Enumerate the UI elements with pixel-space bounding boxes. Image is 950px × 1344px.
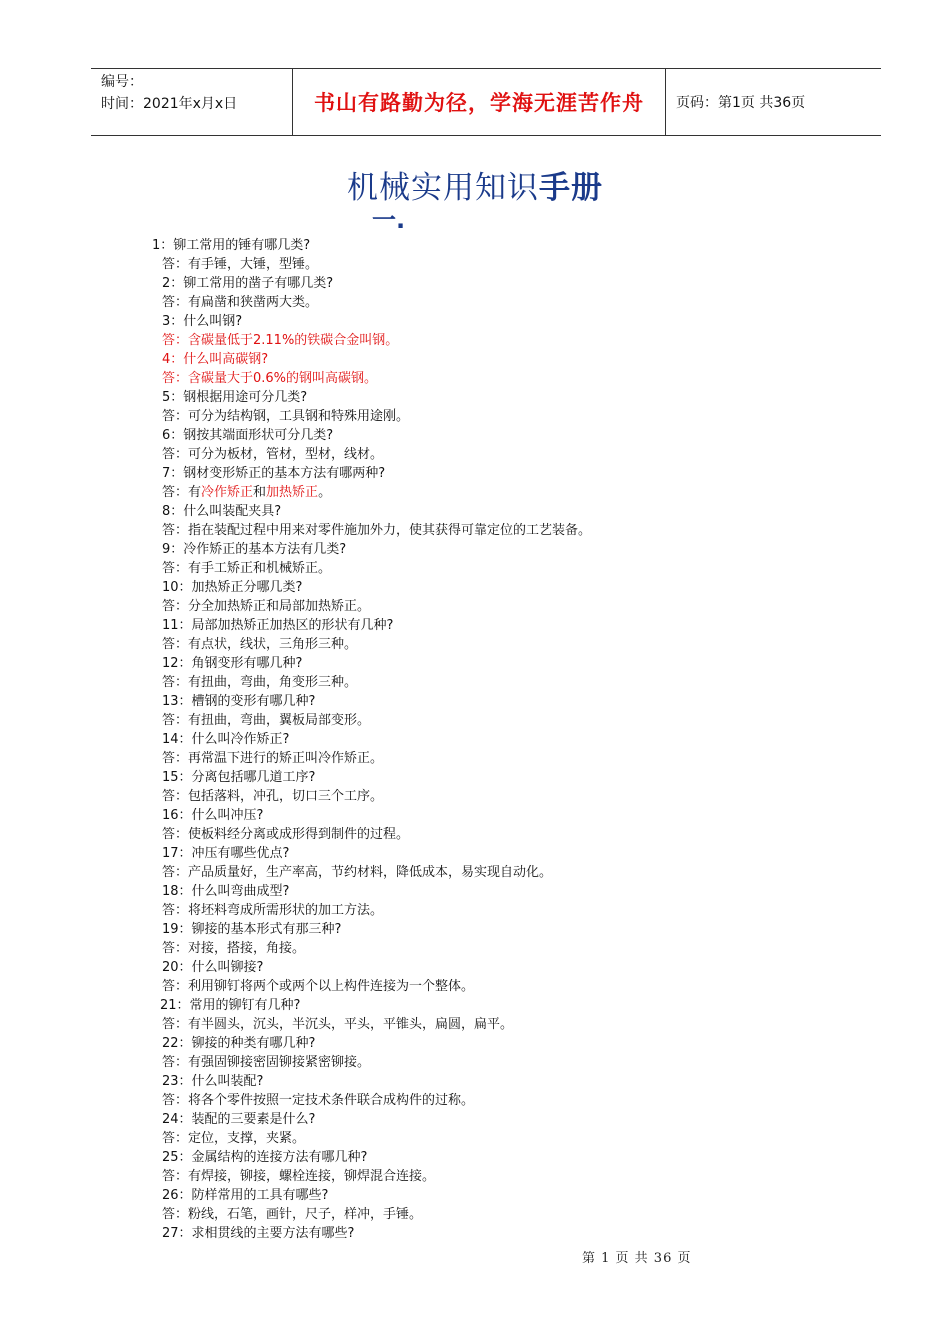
answer-line: 答：有焊接，铆接，螺栓连接，铆焊混合连接。: [162, 1169, 436, 1184]
title-bold: 手册: [539, 170, 603, 206]
answer-line: 答：包括落料，冲孔，切口三个工序。: [162, 789, 384, 804]
question-line: 9：冷作矫正的基本方法有几类?: [162, 542, 347, 557]
answer-line: 答：产品质量好，生产率高，节约材料，降低成本，易实现自动化。: [162, 865, 553, 880]
answer-line: 答：有半圆头，沉头，半沉头，平头，平锥头，扁圆，扁平。: [162, 1017, 514, 1032]
header-page-cell: [666, 69, 881, 135]
answer-line: 答：有扁凿和狭凿两大类。: [162, 295, 319, 310]
question-line: 14：什么叫冷作矫正?: [162, 732, 290, 747]
answer-line: 答：定位，支撑，夹紧。: [162, 1131, 306, 1146]
page-code: 页码：第1页 共36页: [676, 95, 806, 111]
answer-line: 答：将各个零件按照一定技术条件联合成构件的过称。: [162, 1093, 475, 1108]
question-line: 25：金属结构的连接方法有哪几种?: [162, 1150, 368, 1165]
answer-line: 答：有强固铆接密固铆接紧密铆接。: [162, 1055, 371, 1070]
title-normal: 机械实用知识: [347, 170, 539, 206]
text-segment: 冷作矫正: [201, 485, 254, 500]
question-line: 27：求相贯线的主要方法有哪些?: [162, 1226, 355, 1241]
question-line: 19：铆接的基本形式有那三种?: [162, 922, 342, 937]
answer-line: 答：分全加热矫正和局部加热矫正。: [162, 599, 371, 614]
answer-line: 答：对接，搭接，角接。: [162, 941, 306, 956]
question-line: 12：角钢变形有哪几种?: [162, 656, 303, 671]
header-motto-cell: [293, 69, 666, 135]
question-line: 2：铆工常用的凿子有哪几类?: [162, 276, 334, 291]
answer-line: 答：含碳量大于0.6%的钢叫高碳钢。: [162, 371, 378, 386]
doc-number-label: 编号：: [101, 74, 143, 90]
question-line: 16：什么叫冲压?: [162, 808, 264, 823]
question-line: 13：槽钢的变形有哪几种?: [162, 694, 316, 709]
answer-line: 答：有手锤，大锤，型锤。: [162, 257, 319, 272]
question-line: 22：铆接的种类有哪几种?: [162, 1036, 316, 1051]
question-line: 21：常用的铆钉有几种?: [160, 998, 301, 1013]
page-footer: 第 1 页 共 36 页: [582, 1251, 692, 1266]
answer-line: 答：再常温下进行的矫正叫冷作矫正。: [162, 751, 384, 766]
text-segment: 答：有: [162, 485, 202, 500]
section-heading: 一.: [372, 206, 406, 234]
answer-line: 答：粉线，石笔，画针，尺子，样冲，手锤。: [162, 1207, 423, 1222]
document-header: [91, 68, 881, 136]
answer-line: 答：指在装配过程中用来对零件施加外力，使其获得可靠定位的工艺装备。: [162, 523, 592, 538]
text-segment: 加热矫正: [266, 485, 319, 500]
answer-line: 答：含碳量低于2.11%的铁碳合金叫钢。: [162, 333, 399, 348]
answer-line: 答：利用铆钉将两个或两个以上构件连接为一个整体。: [162, 979, 475, 994]
question-line: 26：防样常用的工具有哪些?: [162, 1188, 329, 1203]
question-line: 4：什么叫高碳钢?: [162, 352, 269, 367]
question-line: 8：什么叫装配夹具?: [162, 504, 282, 519]
answer-line: 答：有手工矫正和机械矫正。: [162, 561, 332, 576]
question-line: 23：什么叫装配?: [162, 1074, 264, 1089]
question-line: 1：铆工常用的锤有哪几类?: [152, 238, 311, 253]
text-segment: 。: [318, 485, 332, 500]
answer-line: 答：有扭曲，弯曲，翼板局部变形。: [162, 713, 371, 728]
answer-line: 答：有扭曲，弯曲，角变形三种。: [162, 675, 358, 690]
question-line: 7：钢材变形矫正的基本方法有哪两种?: [162, 466, 386, 481]
doc-time-label: 时间：2021年x月x日: [101, 96, 238, 112]
text-segment: 和: [253, 485, 267, 500]
question-line: 5：钢根据用途可分几类?: [162, 390, 308, 405]
question-line: 11：局部加热矫正加热区的形状有几种?: [162, 618, 394, 633]
question-line: 17：冲压有哪些优点?: [162, 846, 290, 861]
answer-line: 答：可分为板材，管材，型材，线材。: [162, 447, 384, 462]
page-title: [0, 162, 950, 207]
answer-line: 答：将坯料弯成所需形状的加工方法。: [162, 903, 384, 918]
answer-line: 答：有点状，线状，三角形三种。: [162, 637, 358, 652]
header-meta-cell: [91, 69, 293, 135]
motto-text: 书山有路勤为径，学海无涯苦作舟: [314, 90, 644, 115]
question-line: 24：装配的三要素是什么?: [162, 1112, 316, 1127]
question-line: 18：什么叫弯曲成型?: [162, 884, 290, 899]
answer-line: [162, 483, 331, 502]
question-line: 15：分离包括哪几道工序?: [162, 770, 316, 785]
question-line: 6：钢按其端面形状可分几类?: [162, 428, 334, 443]
question-line: 20：什么叫铆接?: [162, 960, 264, 975]
answer-line: 答：可分为结构钢，工具钢和特殊用途刚。: [162, 409, 410, 424]
question-line: 3：什么叫钢?: [162, 314, 243, 329]
answer-line: 答：使板料经分离或成形得到制件的过程。: [162, 827, 410, 842]
question-line: 10：加热矫正分哪几类?: [162, 580, 303, 595]
